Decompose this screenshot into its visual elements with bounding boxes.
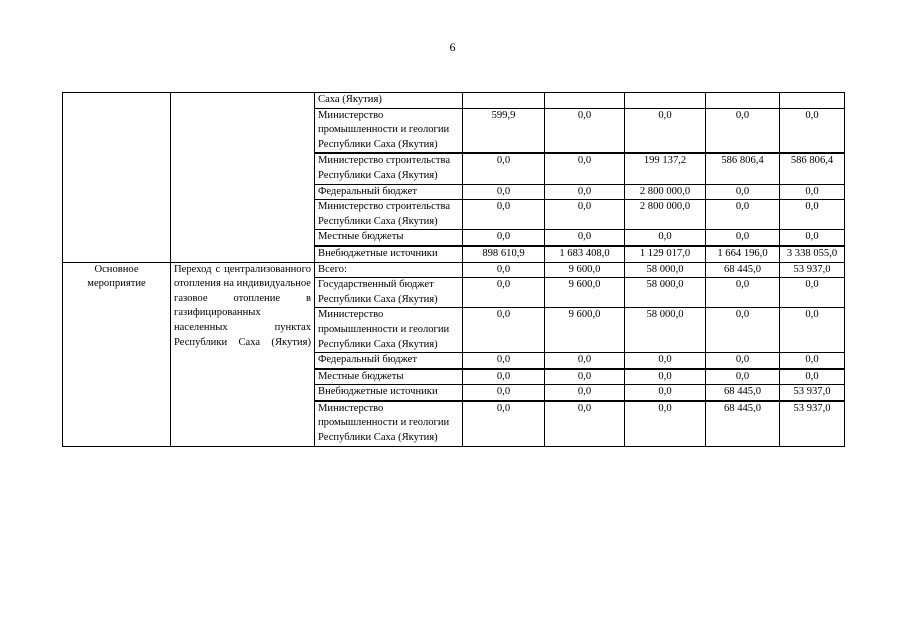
value-cell: 0,0	[463, 385, 545, 401]
value-cell	[463, 93, 545, 109]
value-cell: 0,0	[625, 230, 706, 246]
value-cell: 0,0	[706, 278, 780, 308]
funding-source-cell: Федеральный бюджет	[315, 353, 463, 369]
value-cell: 58 000,0	[625, 262, 706, 278]
value-cell: 0,0	[463, 369, 545, 385]
value-cell: 9 600,0	[545, 262, 625, 278]
value-cell: 0,0	[780, 200, 845, 230]
value-cell: 0,0	[463, 184, 545, 200]
value-cell: 586 806,4	[706, 153, 780, 184]
value-cell: 68 445,0	[706, 401, 780, 446]
value-cell: 0,0	[545, 401, 625, 446]
value-cell: 0,0	[780, 108, 845, 153]
value-cell	[780, 93, 845, 109]
value-cell: 0,0	[545, 353, 625, 369]
funding-source-cell: Министерство строительства Республики Саха (Якутия)	[315, 153, 463, 184]
value-cell: 9 600,0	[545, 308, 625, 353]
funding-source-cell: Министерство промышленности и геологии Республики Саха (Якутия)	[315, 401, 463, 446]
value-cell: 53 937,0	[780, 401, 845, 446]
funding-source-cell: Местные бюджеты	[315, 230, 463, 246]
value-cell: 0,0	[706, 308, 780, 353]
value-cell	[625, 93, 706, 109]
value-cell: 599,9	[463, 108, 545, 153]
funding-source-cell: Внебюджетные источники	[315, 385, 463, 401]
value-cell: 0,0	[463, 308, 545, 353]
value-cell: 0,0	[780, 184, 845, 200]
table-row	[63, 262, 845, 278]
funding-source-cell: Внебюджетные источники	[315, 246, 463, 262]
value-cell: 1 683 408,0	[545, 246, 625, 262]
value-cell: 1 129 017,0	[625, 246, 706, 262]
value-cell: 0,0	[706, 353, 780, 369]
value-cell: 68 445,0	[706, 385, 780, 401]
value-cell: 58 000,0	[625, 308, 706, 353]
value-cell: 0,0	[545, 184, 625, 200]
funding-source-cell: Федеральный бюджет	[315, 184, 463, 200]
value-cell: 0,0	[463, 153, 545, 184]
value-cell: 0,0	[463, 230, 545, 246]
value-cell: 0,0	[463, 262, 545, 278]
value-cell: 0,0	[706, 369, 780, 385]
category-cell: Основное мероприятие	[63, 262, 171, 446]
value-cell: 0,0	[706, 200, 780, 230]
value-cell: 0,0	[625, 353, 706, 369]
funding-source-cell: Государственный бюджет Республики Саха (Якутия)	[315, 278, 463, 308]
funding-source-cell: Министерство строительства Республики Саха (Якутия)	[315, 200, 463, 230]
value-cell: 0,0	[625, 369, 706, 385]
budget-table	[62, 92, 845, 447]
value-cell: 2 800 000,0	[625, 184, 706, 200]
value-cell: 0,0	[463, 353, 545, 369]
value-cell: 0,0	[706, 108, 780, 153]
value-cell: 0,0	[545, 108, 625, 153]
value-cell: 0,0	[780, 278, 845, 308]
value-cell: 58 000,0	[625, 278, 706, 308]
value-cell: 53 937,0	[780, 262, 845, 278]
value-cell: 0,0	[706, 230, 780, 246]
value-cell	[706, 93, 780, 109]
page-number: 6	[449, 40, 456, 54]
funding-source-cell: Саха (Якутия)	[315, 93, 463, 109]
value-cell: 9 600,0	[545, 278, 625, 308]
value-cell: 0,0	[625, 108, 706, 153]
value-cell: 0,0	[463, 401, 545, 446]
value-cell: 53 937,0	[780, 385, 845, 401]
table-row	[63, 93, 845, 109]
category-cell	[63, 93, 171, 263]
activity-name-cell: Переход с централизованного отопления на индивидуальное газовое отопление в газифицированных населенных пунктах Республики Саха (Якутия)	[171, 262, 315, 446]
value-cell: 0,0	[545, 369, 625, 385]
value-cell: 0,0	[625, 401, 706, 446]
value-cell: 0,0	[463, 200, 545, 230]
funding-source-cell: Министерство промышленности и геологии Республики Саха (Якутия)	[315, 108, 463, 153]
value-cell: 199 137,2	[625, 153, 706, 184]
value-cell	[545, 93, 625, 109]
value-cell: 0,0	[463, 278, 545, 308]
value-cell: 0,0	[780, 230, 845, 246]
value-cell: 2 800 000,0	[625, 200, 706, 230]
value-cell: 0,0	[545, 153, 625, 184]
value-cell: 0,0	[780, 353, 845, 369]
value-cell: 0,0	[545, 200, 625, 230]
funding-source-cell: Всего:	[315, 262, 463, 278]
value-cell: 0,0	[545, 230, 625, 246]
value-cell: 0,0	[780, 369, 845, 385]
value-cell: 0,0	[545, 385, 625, 401]
value-cell: 898 610,9	[463, 246, 545, 262]
value-cell: 0,0	[625, 385, 706, 401]
value-cell: 586 806,4	[780, 153, 845, 184]
value-cell: 68 445,0	[706, 262, 780, 278]
value-cell: 3 338 055,0	[780, 246, 845, 262]
funding-source-cell: Министерство промышленности и геологии Республики Саха (Якутия)	[315, 308, 463, 353]
value-cell: 0,0	[780, 308, 845, 353]
activity-name-cell	[171, 93, 315, 263]
value-cell: 0,0	[706, 184, 780, 200]
value-cell: 1 664 196,0	[706, 246, 780, 262]
funding-source-cell: Местные бюджеты	[315, 369, 463, 385]
